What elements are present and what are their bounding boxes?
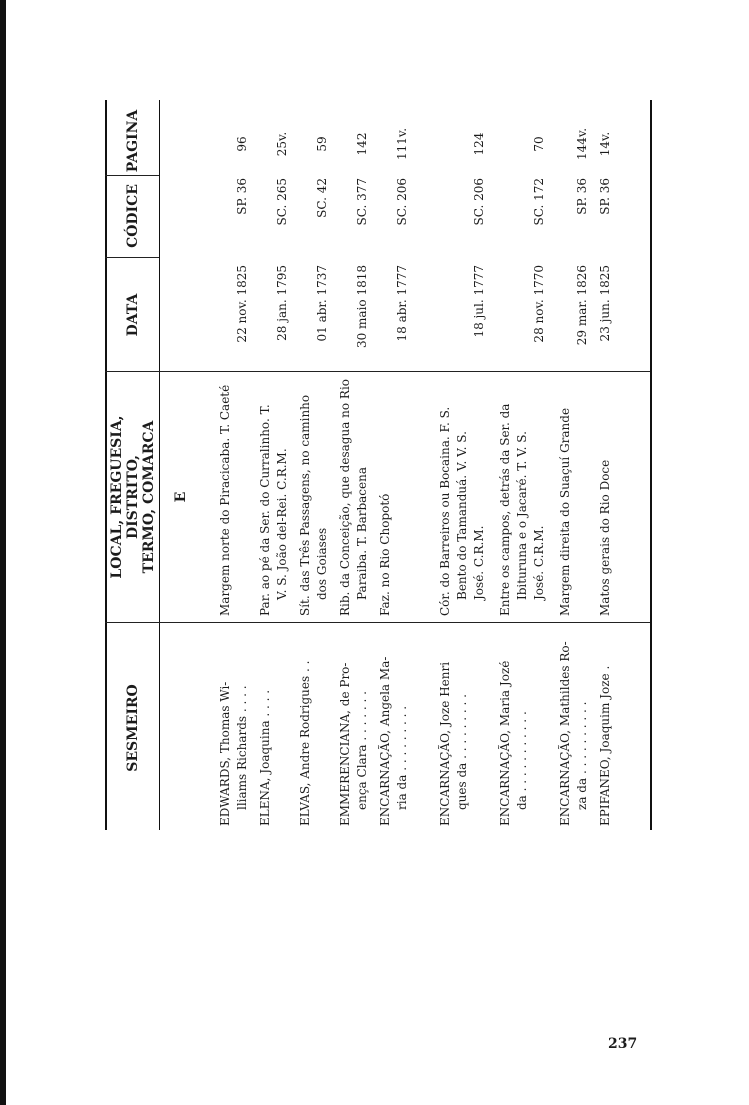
- cell-sesmeiro: [257, 630, 274, 826]
- column-separator: [105, 622, 650, 623]
- cell-data: 28 nov. 1770: [532, 265, 546, 343]
- cell-pagina: 59: [315, 136, 329, 152]
- cell-sesmeiro: [557, 630, 591, 826]
- cell-data: 23 jun. 1825: [598, 265, 612, 342]
- cell-sesmeiro: [217, 630, 251, 826]
- cell-sesmeiro-line: ENCARNAÇÃO, Mathildes Ro-: [558, 641, 572, 826]
- cell-local-line: Ibituruna e o Jacaré. T. V. S.: [515, 431, 529, 600]
- cell-codice: SP. 36: [575, 178, 589, 215]
- top-rule: [105, 100, 107, 830]
- cell-codice: SC. 206: [395, 178, 409, 226]
- cell-pagina: 14v.: [598, 131, 612, 157]
- header-local: LOCAL, FREGUESIA, DISTRITO, TERMO, COMARCA: [109, 415, 157, 579]
- cell-data: 18 abr. 1777: [395, 265, 409, 342]
- section-letter: E: [173, 491, 189, 503]
- cell-local-line: Entre os campos, detrás da Ser. da: [498, 403, 512, 616]
- cell-local-line: Rib. da Conceição, que desagua no Rio: [338, 378, 352, 616]
- scan-edge: [0, 0, 6, 1105]
- cell-local-line: Matos gerais do Rio Doce: [598, 459, 612, 616]
- cell-sesmeiro: [497, 630, 531, 826]
- cell-sesmeiro: [297, 630, 314, 826]
- cell-sesmeiro: [377, 630, 411, 826]
- column-separator: [105, 257, 159, 258]
- cell-local: [597, 378, 614, 616]
- cell-pagina: 144v.: [575, 127, 589, 161]
- header-rule: [159, 100, 160, 830]
- cell-pagina: 96: [235, 136, 249, 152]
- cell-local: [497, 378, 548, 616]
- cell-sesmeiro-line: EMMERENCIANA, de Pro-: [338, 662, 352, 826]
- cell-local-line: Margem norte do Piracicaba. T. Caeté: [218, 384, 232, 616]
- cell-sesmeiro: [437, 630, 471, 826]
- header-codice: CÓDICE: [125, 184, 141, 248]
- cell-sesmeiro-line: ria da . . . . . . . . .: [395, 705, 409, 810]
- cell-local: [437, 378, 488, 616]
- cell-local-line: Margem direita do Suaçuí Grande: [558, 407, 572, 616]
- cell-local-line: Faz. no Rio Chopotó: [378, 493, 392, 616]
- cell-local-line: Sít. das Três Passagens, no caminho: [298, 394, 312, 616]
- cell-sesmeiro: [597, 630, 614, 826]
- cell-local: [557, 378, 574, 616]
- cell-sesmeiro-line: ELVAS, Andre Rodrigues . .: [298, 660, 312, 826]
- cell-sesmeiro: [337, 630, 371, 826]
- header-data: DATA: [125, 293, 141, 337]
- bottom-rule: [650, 100, 652, 830]
- cell-local-line: Bento do Tamanduá. V. V. S.: [455, 431, 469, 600]
- column-separator: [105, 175, 159, 176]
- cell-codice: SP. 36: [598, 178, 612, 215]
- cell-local: [337, 378, 371, 616]
- column-separator: [105, 371, 650, 372]
- cell-local: [257, 378, 291, 616]
- cell-sesmeiro-line: EPIFANEO, Joaquim Joze .: [598, 665, 612, 826]
- cell-data: 18 jul. 1777: [472, 265, 486, 338]
- header-sesmeiro: SESMEIRO: [125, 684, 141, 772]
- cell-pagina: 70: [532, 136, 546, 152]
- cell-sesmeiro-line: EDWARDS, Thomas Wi-: [218, 681, 232, 826]
- cell-sesmeiro-line: ques da . . . . . . . . .: [455, 694, 469, 810]
- cell-local-line: José. C.R.M.: [472, 525, 486, 600]
- cell-data: 01 abr. 1737: [315, 265, 329, 342]
- header-pagina: PAGINA: [125, 109, 141, 173]
- sesmarias-table: [105, 100, 655, 830]
- cell-codice: SC. 206: [472, 178, 486, 226]
- cell-local: [377, 378, 394, 616]
- cell-local-line: V. S. João del-Rei. C.R.M.: [275, 448, 289, 600]
- cell-sesmeiro-line: ENCARNAÇÃO, Maria Jozé: [498, 660, 512, 826]
- cell-local-line: José. C.R.M.: [532, 525, 546, 600]
- cell-sesmeiro-line: za da . . . . . . . . . .: [575, 701, 589, 810]
- cell-local-line: Par. ao pé da Ser. do Curralinho. T.: [258, 404, 272, 616]
- cell-pagina: 25v.: [275, 131, 289, 157]
- cell-local-line: dos Goiases: [315, 527, 329, 600]
- cell-codice: SP. 36: [235, 178, 249, 215]
- cell-data: 22 nov. 1825: [235, 265, 249, 343]
- cell-sesmeiro-line: da . . . . . . . . . . .: [515, 711, 529, 810]
- cell-codice: SC. 377: [355, 178, 369, 226]
- cell-local: [297, 378, 331, 616]
- cell-data: 28 jan. 1795: [275, 265, 289, 341]
- cell-local-line: Paraiba. T. Barbacena: [355, 466, 369, 600]
- cell-codice: SC. 42: [315, 178, 329, 218]
- page-number: 237: [608, 1036, 638, 1052]
- cell-sesmeiro-line: ENCARNAÇÃO, Joze Henri: [438, 661, 452, 826]
- cell-local: [217, 378, 234, 616]
- cell-sesmeiro-line: ença Clara . . . . . . .: [355, 691, 369, 810]
- cell-codice: SC. 265: [275, 178, 289, 226]
- cell-sesmeiro-line: ELENA, Joaquina . . . .: [258, 689, 272, 826]
- cell-pagina: 124: [472, 132, 486, 156]
- cell-pagina: 142: [355, 132, 369, 156]
- cell-sesmeiro-line: lliams Richards . . . .: [235, 685, 249, 810]
- cell-data: 29 mar. 1826: [575, 265, 589, 346]
- cell-sesmeiro-line: ENCARNAÇÃO, Angela Ma-: [378, 656, 392, 826]
- cell-codice: SC. 172: [532, 178, 546, 226]
- cell-local-line: Cór. do Barreiros ou Bocaina. F. S.: [438, 406, 452, 616]
- cell-data: 30 maio 1818: [355, 265, 369, 349]
- cell-pagina: 111v.: [395, 127, 409, 161]
